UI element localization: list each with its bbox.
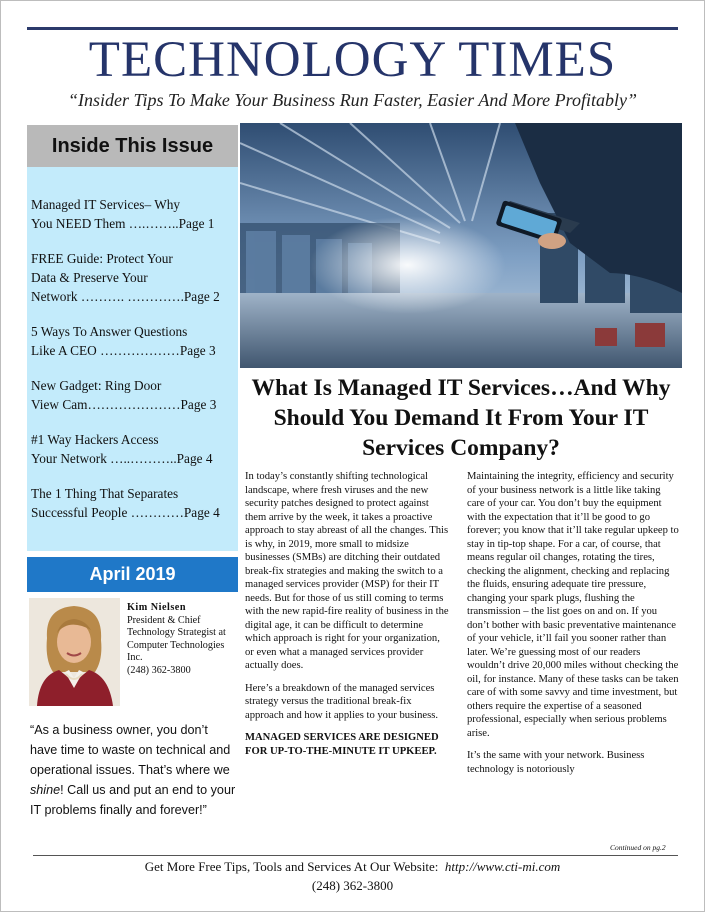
article-subheading: MANAGED SERVICES ARE DESIGNED FOR UP-TO-THE-MINUTE IT UPKEEP. — [245, 732, 439, 757]
article-paragraph: Maintaining the integrity, efficiency and security of your business network is a little like taking care of your car. You don’t buy the equipment with the expectation that it’ll be good to go forever; you know that it’ll take regular upkeep to stay in tip-top shape. For a car, of course, that means regular oil changes, rotating the tires, checking the alignment, checking and replacing the fluids, ensuring adequate tire pressure, changing your spark plugs, flushing the transmission – the list goes on and on. If you don’t bother with basic preventative maintenance of your vehicle, it’ll fail you sooner rather than later. We’re guessing most of our readers wouldn’t drive 20,000 miles without checking the oil, for instance. Many of these tasks can be taken care of with some savvy and time investment, but others require the expertise of a seasoned professional, especially when serious problems arise. — [467, 471, 679, 739]
toc-item-line: FREE Guide: Protect Your — [31, 251, 173, 266]
footer-text: Get More Free Tips, Tools and Services At Our Website: — [144, 859, 439, 874]
hero-warehouse-image — [240, 123, 682, 368]
quote-emphasis: shine — [30, 783, 61, 797]
author-name: Kim Nielsen — [127, 602, 186, 613]
toc-item-line: New Gadget: Ring Door — [31, 378, 162, 393]
footer-phone: (248) 362-3800 — [311, 878, 394, 893]
toc-item-line: You NEED Them ….……..Page 1 — [31, 216, 215, 231]
author-bio — [127, 602, 239, 678]
article-column-2 — [467, 470, 679, 785]
author-phone: (248) 362-3800 — [127, 664, 191, 676]
toc-item[interactable] — [31, 484, 232, 522]
issue-date: April 2019 — [27, 557, 238, 592]
article-column-1 — [245, 470, 450, 767]
article-headline: What Is Managed IT Services…And Why Should You Demand It From Your IT Services Company? — [251, 375, 671, 461]
toc-item[interactable] — [31, 249, 232, 306]
footer-website-line — [27, 859, 678, 875]
author-title: President & Chief Technology Strategist at Computer Technologies Inc. — [127, 614, 226, 664]
toc-item-line: Network ………. ………….Page 2 — [31, 289, 220, 304]
toc-item[interactable] — [31, 430, 232, 468]
toc-item[interactable] — [31, 195, 232, 233]
article-paragraph: Here’s a breakdown of the managed services strategy versus the traditional break-fix approach and how it applies to your business. — [245, 682, 439, 721]
toc-item-line: View Cam…………………Page 3 — [31, 397, 217, 412]
author-photo — [29, 598, 120, 706]
quote-text-end: ! Call us and put an end to your IT problems finally and forever!” — [30, 783, 236, 817]
toc-item[interactable] — [31, 322, 232, 360]
footer-url-link[interactable]: http://www.cti-mi.com — [444, 859, 561, 874]
toc-item-line: #1 Way Hackers Access — [31, 432, 159, 447]
masthead-tagline: “Insider Tips To Make Your Business Run Faster, Easier And More Profitably” — [67, 90, 638, 110]
table-of-contents — [27, 167, 238, 551]
toc-item[interactable] — [31, 376, 232, 414]
toc-item-line: Like A CEO ………………Page 3 — [31, 343, 216, 358]
footer-rule — [33, 855, 678, 856]
toc-item-line: The 1 Thing That Separates — [31, 486, 179, 501]
masthead-rule — [27, 27, 678, 30]
toc-item-line: Data & Preserve Your — [31, 270, 148, 285]
article-paragraph: It’s the same with your network. Business technology is notoriously — [467, 750, 645, 775]
toc-item-line: Your Network …..………..Page 4 — [31, 451, 213, 466]
article-paragraph: In today’s constantly shifting technological landscape, where fresh viruses and the new security patches designed to protect against them arrive by the week, it takes a proactive approach to stay abreast of all the changes. This is why, in 2019, more small to midsize businesses (SMBs) are ditching their outdated break-fix strategies and making the switch to a managed services provider (MSP) for their IT needs. But for those of us still coming to terms with the new rapid-fire reality of business in the digital age, it can be difficult to determine which approach is right for your organization, or even what a managed services provider actually does. — [245, 471, 449, 671]
quote-text-start: “As a business owner, you don’t have time to waste on technical and operational issues. That’s where we — [30, 723, 231, 777]
inside-issue-heading: Inside This Issue — [27, 125, 238, 167]
toc-item-line: Managed IT Services– Why — [31, 197, 181, 212]
pull-quote — [30, 720, 238, 820]
masthead-title: TECHNOLOGY TIMES — [88, 32, 617, 88]
continued-note: Continued on pg.2 — [610, 843, 666, 852]
toc-item-line: Successful People …………Page 4 — [31, 505, 220, 520]
toc-item-line: 5 Ways To Answer Questions — [31, 324, 188, 339]
